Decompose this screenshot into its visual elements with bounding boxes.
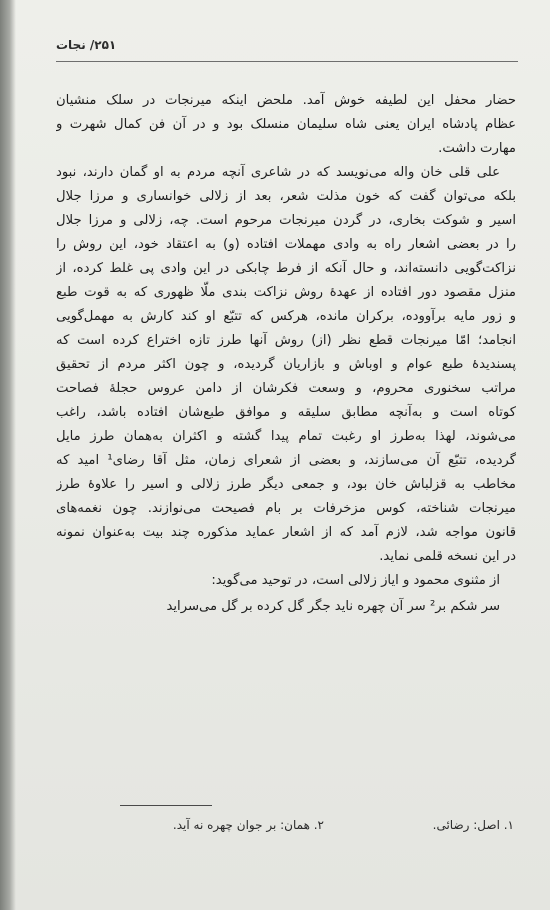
body-line: را در بعضی اشعار راه به وادی مهملات افتاده (و) به اعتقاد خود، این روش را [56, 237, 516, 252]
scan-binding-shadow [0, 0, 16, 910]
footnote-rule [120, 805, 212, 806]
header-rule [56, 61, 518, 62]
footnotes [70, 818, 514, 840]
body-line: قانون مواجه شد، لازم آمد که از اشعار عماید مذکوره چند بیت به‌عنوان نمونه [56, 525, 516, 540]
footnote-2: ۲. همان: بر جوان چهره نه آید. [172, 818, 324, 832]
body-line: گردیده، تتبّع آن می‌سازند، و بعضی از شعرای زمان، مثل آقا رضای¹ امید که [56, 453, 516, 468]
body-line: می‌شوند، لهذا به‌طرز او رغبت تمام پیدا گشته و اکثران به‌همان طرز مایل [56, 429, 516, 444]
body-line: انجامد؛ امّا میرنجات قطع نظر (از) روش آنها طرز تازه اختراع کرده است که [56, 333, 516, 348]
body-line: بلکه می‌توان گفت که خون مذلت شعر، بعد از زلالی خوانساری و مرزا جلال [56, 189, 516, 204]
body-line: عظام پادشاه ایران یعنی شاه سلیمان منسلک بود و در آن فن کمال شهرت و [56, 117, 516, 132]
body-line: مخاطب به قزلباش خان بود، و جمعی دیگر طرز زلالی و اسیر را علاوهٔ طرز [56, 477, 516, 492]
footnote-1: ۱. اصل: رضائی. [432, 818, 514, 832]
body-line: و زور مایه برآووده، برکران مانده، هرکس که تتبّع او کند کارش به مهمل‌گویی [56, 309, 516, 324]
body-line: کوتاه است و به‌آنچه مطابق سلیقه و موافق طبع‌شان افتاده باشد، راغب [56, 405, 516, 420]
body-line: اسیر و شوکت بخاری، در گردن میرنجات مرحوم است. چه، زلالی و مرزا جلال [56, 213, 516, 228]
running-header: ۲۵۱/ نجات [56, 38, 117, 52]
body-line: منزل مقصود دور افتاده از عهدهٔ روش نزاکت بندی ملّا ظهوری که به قوت طبع [56, 285, 516, 300]
body-line: نزاکت‌گویی دانسته‌اند، و حال آنکه از فرط چابکی در این وادی پی غلط کرده، از [56, 261, 516, 276]
verse-line: سر شکم بر² سر آن چهره ناید جگر گل کرده بر گل می‌سراید [166, 599, 500, 614]
body-line: علی قلی خان واله می‌نویسد که در شاعری آنچه مردم به او گمان دارند، نبود [56, 165, 500, 180]
body-line: مهارت داشت. [438, 141, 516, 156]
body-line: مراتب سخنوری محروم، و وسعت فکرشان از دامن عروس حجلهٔ فصاحت [56, 381, 516, 396]
body-line: پسندیدهٔ طبع عوام و اوباش و بازاریان گردیده، و چون اکثر مردم از تحقیق [56, 357, 516, 372]
body-line: حضار محفل این لطیفه خوش آمد. ملحض اینکه میرنجات در سلک منشیان [56, 93, 516, 108]
body-line: از مثنوی محمود و ایاز زلالی است، در توحید می‌گوید: [211, 573, 500, 588]
body-line: در این نسخه قلمی نماید. [379, 549, 516, 564]
body-line: میرنجات شناخته، کوس مزخرفات بر بام فصیحت می‌نوازند. چون نغمه‌های [56, 501, 516, 516]
